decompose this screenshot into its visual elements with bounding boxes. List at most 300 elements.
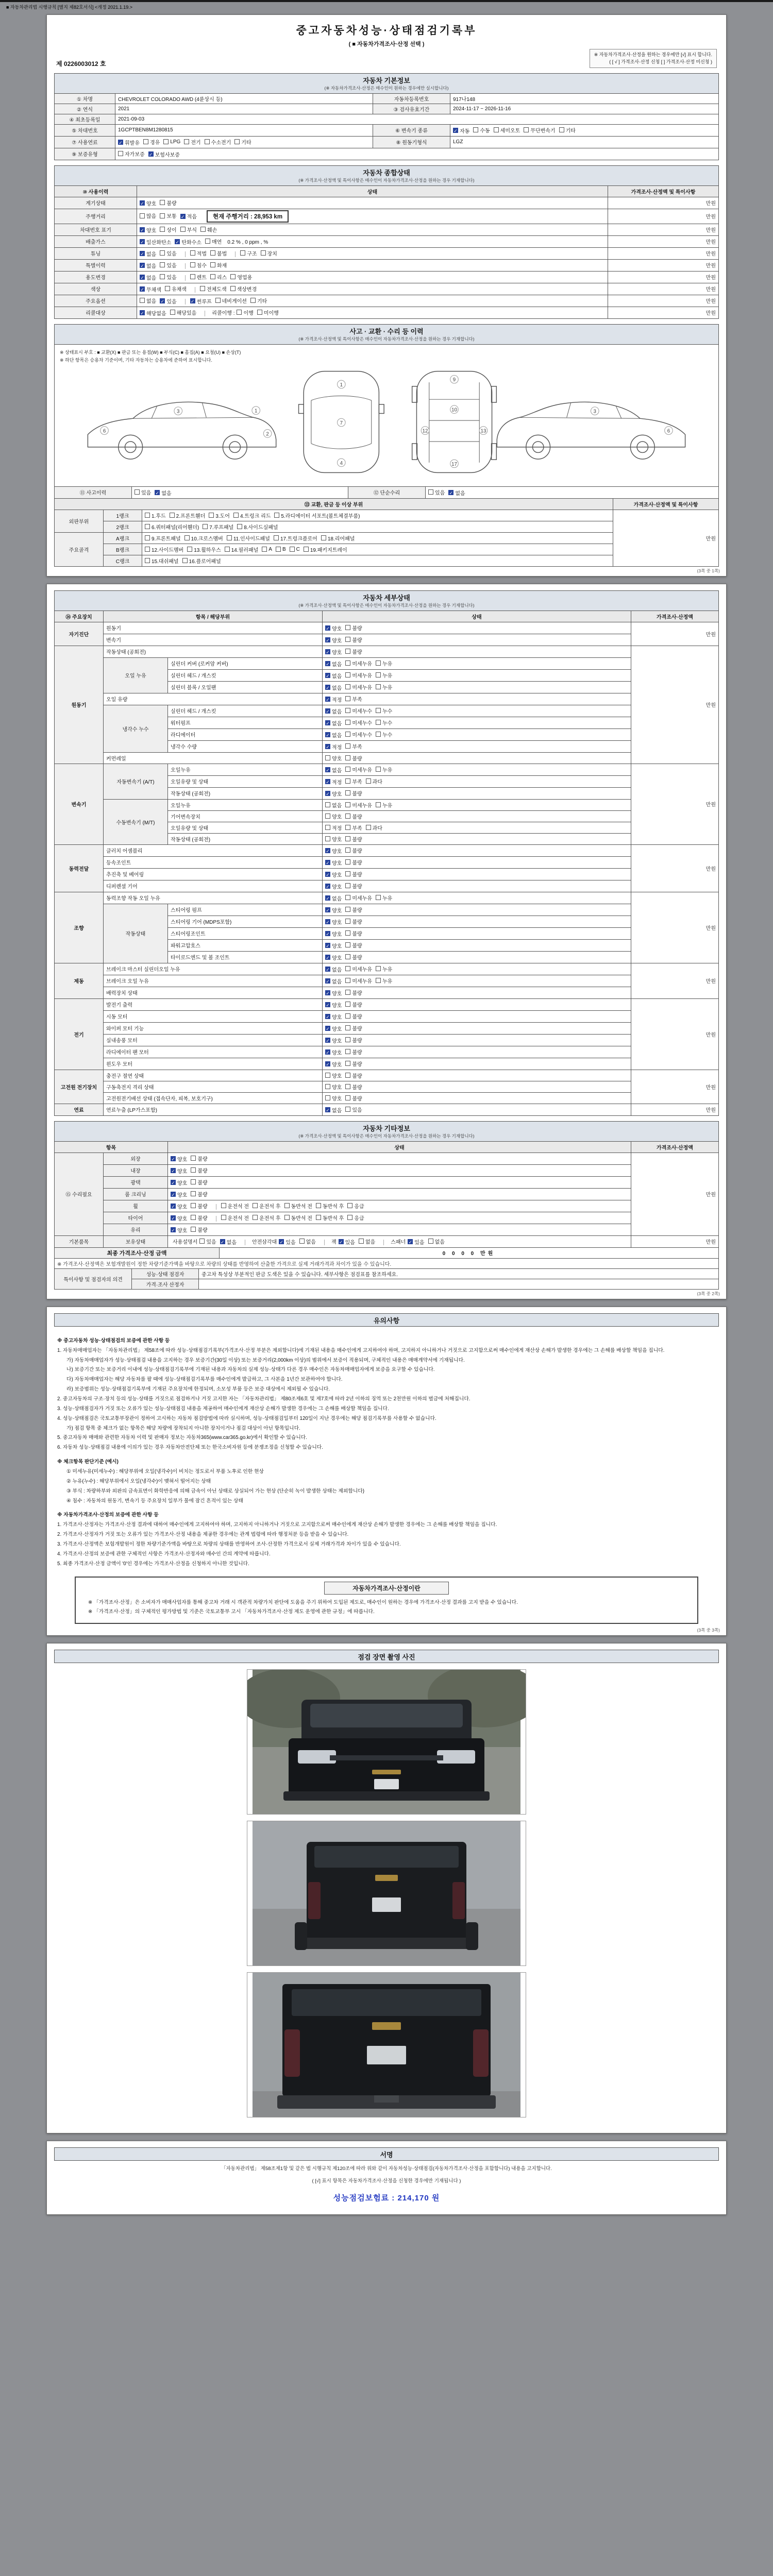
checkbox-18.리어패널[interactable] xyxy=(321,534,355,542)
checkbox-침수[interactable] xyxy=(190,261,207,269)
checkbox-적정[interactable] xyxy=(325,824,342,832)
checkbox-불량[interactable] xyxy=(345,835,362,843)
checkbox-있음[interactable] xyxy=(160,297,176,305)
car-name-label: ① 차명 xyxy=(55,93,115,104)
checkbox-B[interactable] xyxy=(276,547,286,552)
checkbox-동반석 후[interactable] xyxy=(316,1214,344,1222)
checkbox-label: 탄화수소 xyxy=(181,240,201,246)
checkbox-운전석 전[interactable] xyxy=(221,1214,249,1222)
checkbox-LPG[interactable] xyxy=(163,139,180,145)
checkbox-box xyxy=(145,524,150,529)
checkbox-box xyxy=(345,649,350,654)
checkbox-적음[interactable] xyxy=(180,212,197,220)
checkbox-구조[interactable] xyxy=(240,249,257,257)
checkbox-양호[interactable] xyxy=(325,1072,342,1079)
checkbox-양호[interactable] xyxy=(325,1025,342,1032)
checkbox-box xyxy=(345,825,350,830)
checkbox-있음[interactable] xyxy=(160,261,176,269)
checkbox-많음[interactable] xyxy=(140,212,156,219)
checkbox-불량[interactable] xyxy=(345,636,362,643)
diagram-legend-2: ※ 하단 항목은 승용차 기준이며, 기타 자동차는 승용차에 준하여 표시합니다. xyxy=(60,357,212,363)
checkbox-해당없음[interactable] xyxy=(140,309,166,317)
checkbox-미세누유[interactable] xyxy=(345,683,372,691)
checkbox-label: 상이 xyxy=(166,227,177,233)
checkbox-box xyxy=(143,139,148,144)
inspection-insurance-fee xyxy=(54,2192,719,2203)
checkbox-일산화탄소[interactable] xyxy=(140,238,171,246)
checkbox-양호[interactable] xyxy=(325,812,342,820)
checkbox-양호[interactable] xyxy=(171,1226,187,1234)
checkbox-해당있음[interactable] xyxy=(170,309,197,316)
checkbox-누유[interactable] xyxy=(376,671,392,679)
checkbox-box xyxy=(345,954,350,959)
simple-repair-options xyxy=(426,486,719,498)
reg-no-label: 자동차등록번호 xyxy=(373,93,450,104)
checkbox-불량[interactable] xyxy=(345,953,362,961)
checkbox-양호[interactable] xyxy=(171,1214,187,1222)
checkbox-탄화수소[interactable] xyxy=(175,238,201,246)
checkbox-불량[interactable] xyxy=(345,906,362,913)
section-sign xyxy=(54,2147,719,2161)
checkbox-미세누유[interactable] xyxy=(345,671,372,679)
checkbox-양호[interactable] xyxy=(325,906,342,914)
etc-row xyxy=(55,1188,719,1200)
checkbox-무단변속기[interactable] xyxy=(524,126,555,134)
checkbox-동반석 전[interactable] xyxy=(284,1214,312,1222)
checkbox-label: 양호 xyxy=(332,955,342,961)
checkbox-C[interactable] xyxy=(290,547,300,552)
checkbox-box xyxy=(191,1191,196,1196)
etc-col-price: 가격조사·산정액 xyxy=(631,1141,719,1153)
checkbox-box xyxy=(376,708,381,713)
checkbox-기타[interactable] xyxy=(234,138,251,146)
state-cell xyxy=(323,822,631,833)
checkbox-없음[interactable] xyxy=(140,297,156,304)
checkbox-있음[interactable] xyxy=(408,1238,424,1246)
checkbox-label: 이행 xyxy=(243,310,254,316)
checkbox-label: 불량 xyxy=(352,1038,362,1044)
checkbox-누수[interactable] xyxy=(376,719,392,726)
checkbox-없음[interactable] xyxy=(140,250,156,258)
checkbox-양호[interactable] xyxy=(325,1083,342,1091)
checkbox-없음[interactable] xyxy=(155,489,171,497)
checkbox-있음[interactable] xyxy=(135,488,151,496)
checkbox-양호[interactable] xyxy=(325,859,342,867)
checkbox-label: 적정 xyxy=(332,779,342,786)
checkbox-미세누수[interactable] xyxy=(345,731,372,738)
state-cell xyxy=(323,705,631,717)
car-diagram xyxy=(60,364,713,481)
checkbox-4.트렁크 리드[interactable] xyxy=(233,512,271,519)
checkbox-적정[interactable] xyxy=(325,743,342,751)
checkbox-양호[interactable] xyxy=(140,226,156,234)
checkbox-불량[interactable] xyxy=(191,1178,207,1186)
checkbox-A[interactable] xyxy=(262,547,272,552)
checkbox-box: ✓ xyxy=(140,275,144,281)
transmission-label: ⑥ 변속기 종류 xyxy=(373,124,450,136)
checkbox-없음[interactable] xyxy=(325,801,342,809)
checkbox-10.크로스멤버[interactable] xyxy=(184,534,223,542)
checkbox-6.쿼터패널(리어휀더)[interactable] xyxy=(145,523,199,531)
checkbox-미세누수[interactable] xyxy=(345,707,372,715)
checkbox-미세누유[interactable] xyxy=(345,977,372,985)
checkbox-불량[interactable] xyxy=(345,1072,362,1079)
checkbox-양호[interactable] xyxy=(171,1179,187,1187)
checkbox-양호[interactable] xyxy=(325,624,342,632)
checkbox-자동[interactable] xyxy=(453,127,469,134)
checkbox-label: 과다 xyxy=(372,825,382,832)
checkbox-불량[interactable] xyxy=(345,882,362,890)
checkbox-불량[interactable] xyxy=(345,1001,362,1008)
checkbox-불량[interactable] xyxy=(345,929,362,937)
checkbox-양호[interactable] xyxy=(325,847,342,855)
detail-col-device: ⑭ 주요장치 xyxy=(55,611,104,622)
checkbox-양호[interactable] xyxy=(325,883,342,890)
checkbox-렌트[interactable] xyxy=(190,273,207,281)
checkbox-box xyxy=(140,213,145,218)
checkbox-17.트렁크플로어[interactable] xyxy=(274,534,317,542)
section-detail-title: 자동차 세부상태 xyxy=(363,594,410,602)
checkbox-기타[interactable] xyxy=(559,126,576,134)
checkbox-없음[interactable] xyxy=(325,719,342,727)
checkbox-미세누유[interactable] xyxy=(345,965,372,973)
checkbox-box xyxy=(160,250,165,256)
checkbox-label: 부족 xyxy=(352,697,362,703)
checkbox-자가보증[interactable] xyxy=(118,150,145,158)
checkbox-양호[interactable] xyxy=(325,930,342,938)
checkbox-누유[interactable] xyxy=(376,659,392,667)
checkbox-14.필러패널[interactable] xyxy=(225,546,259,553)
checkbox-미세누유[interactable] xyxy=(345,659,372,667)
checkbox-label: 불량 xyxy=(197,1156,208,1162)
detail-row xyxy=(55,622,719,634)
checkbox-5.라디에이터 서포트(볼트체결부품)[interactable] xyxy=(274,512,360,519)
checkbox-불량[interactable] xyxy=(345,1060,362,1067)
overall-state-table xyxy=(54,185,719,319)
checkbox-있음[interactable] xyxy=(199,1238,216,1245)
checkbox-수소전기[interactable] xyxy=(205,138,231,146)
checkbox-11.인사이드패널[interactable] xyxy=(227,534,270,542)
checkbox-양호[interactable] xyxy=(140,199,156,207)
checkbox-불량[interactable] xyxy=(191,1214,207,1222)
car-diagram-area xyxy=(54,345,719,487)
checkbox-미세누유[interactable] xyxy=(345,894,372,902)
checkbox-label: 적음 xyxy=(187,214,197,221)
checkbox-기타[interactable] xyxy=(250,297,267,304)
state-text: 사용설명서 xyxy=(173,1240,198,1246)
checkbox-누유[interactable] xyxy=(376,965,392,973)
checkbox-box xyxy=(345,871,350,876)
checkbox-양호[interactable] xyxy=(325,1001,342,1009)
checkbox-없음[interactable] xyxy=(140,274,156,281)
checkbox-없음[interactable] xyxy=(325,1106,342,1114)
checkbox-15.대쉬패널[interactable] xyxy=(145,557,179,565)
checkbox-없음[interactable] xyxy=(359,1238,375,1245)
checkbox-적법[interactable] xyxy=(190,249,207,257)
state-cell xyxy=(323,728,631,740)
checkbox-label: 적법 xyxy=(196,251,207,257)
document-page-4 xyxy=(46,1643,727,2133)
checkbox-불량[interactable] xyxy=(345,1024,362,1032)
checkbox-1.후드[interactable] xyxy=(145,512,166,519)
checkbox-부식[interactable] xyxy=(180,226,197,233)
checkbox-9.프론트패널[interactable] xyxy=(145,534,181,542)
checkbox-불량[interactable] xyxy=(345,846,362,854)
checkbox-label: 누수 xyxy=(382,708,393,715)
checkbox-부족[interactable] xyxy=(345,777,362,785)
checkbox-운전석 후[interactable] xyxy=(253,1214,280,1222)
checkbox-2.프론트휀더[interactable] xyxy=(170,512,206,519)
checkbox-불량[interactable] xyxy=(345,754,362,762)
checkbox-불량[interactable] xyxy=(345,941,362,949)
checkbox-없음[interactable] xyxy=(325,977,342,985)
checkbox-양호[interactable] xyxy=(171,1202,187,1210)
opinion-table xyxy=(54,1268,719,1290)
checkbox-없음[interactable] xyxy=(325,660,342,668)
checkbox-부족[interactable] xyxy=(345,742,362,750)
checkbox-전체도색[interactable] xyxy=(200,285,227,293)
checkbox-없음[interactable] xyxy=(428,1238,445,1245)
checkbox-양호[interactable] xyxy=(171,1191,187,1198)
checkbox-box xyxy=(274,513,279,518)
checkbox-label: 13.휠하우스 xyxy=(194,547,221,553)
item-label: 실린더 블록 / 오일팬 xyxy=(168,681,323,693)
checkbox-적정[interactable] xyxy=(325,778,342,786)
checkbox-없음[interactable] xyxy=(299,1238,316,1245)
checkbox-label: 15.대쉬패널 xyxy=(152,558,179,565)
checkbox-불량[interactable] xyxy=(345,1048,362,1056)
checkbox-양호[interactable] xyxy=(325,648,342,656)
checkbox-없음[interactable] xyxy=(325,707,342,715)
checkbox-누유[interactable] xyxy=(376,766,392,773)
item-label: 변속기 xyxy=(104,634,323,646)
checkbox-양호[interactable] xyxy=(325,942,342,950)
detail-row xyxy=(55,1034,719,1046)
checkbox-있음[interactable] xyxy=(160,249,176,257)
checkbox-양호[interactable] xyxy=(325,1013,342,1021)
detail-col-state: 상태 xyxy=(323,611,631,622)
checkbox-누수[interactable] xyxy=(376,707,392,715)
checkbox-불량[interactable] xyxy=(345,812,362,820)
checkbox-있음[interactable] xyxy=(339,1238,355,1246)
checkbox-label: 불량 xyxy=(352,1002,362,1008)
checkbox-양호[interactable] xyxy=(325,871,342,878)
checkbox-13.휠하우스[interactable] xyxy=(187,546,221,553)
state-cell xyxy=(323,657,631,669)
checkbox-없음[interactable] xyxy=(140,262,156,269)
checkbox-화재[interactable] xyxy=(210,261,227,269)
checkbox-label: 수동 xyxy=(480,128,490,134)
checkbox-불량[interactable] xyxy=(345,789,362,797)
checkbox-양호[interactable] xyxy=(171,1155,187,1163)
checkbox-보통[interactable] xyxy=(160,212,176,219)
checkbox-훼손[interactable] xyxy=(200,226,217,233)
checkbox-미세누수[interactable] xyxy=(345,719,372,726)
checkbox-응급[interactable] xyxy=(347,1214,364,1222)
rank-items xyxy=(142,555,613,566)
checkbox-있음[interactable] xyxy=(160,273,176,281)
checkbox-운전석 전[interactable] xyxy=(221,1202,249,1210)
rank-items xyxy=(142,532,613,544)
checkbox-box xyxy=(210,262,215,267)
checkbox-label: 있음 xyxy=(414,1240,425,1246)
checkbox-불법[interactable] xyxy=(210,249,227,257)
checkbox-누유[interactable] xyxy=(376,977,392,985)
etc-col-state: 상태 xyxy=(168,1141,631,1153)
checkbox-양호[interactable] xyxy=(325,790,342,798)
checkbox-불량[interactable] xyxy=(345,870,362,878)
checkbox-없음[interactable] xyxy=(220,1238,237,1246)
checkbox-양호[interactable] xyxy=(325,1037,342,1044)
checkbox-box: ✓ xyxy=(326,709,330,715)
basic-row-year xyxy=(55,104,719,114)
checkbox-운전석 후[interactable] xyxy=(253,1202,280,1210)
checkbox-수동[interactable] xyxy=(473,126,490,134)
detail-row xyxy=(55,799,719,810)
checkbox-없음[interactable] xyxy=(448,489,465,497)
checkbox-보험사보증[interactable] xyxy=(148,150,180,158)
checkbox-불량[interactable] xyxy=(345,1012,362,1020)
basic-row-warranty xyxy=(55,148,719,160)
detail-row xyxy=(55,892,719,904)
checkbox-불량[interactable] xyxy=(191,1190,207,1198)
checkbox-과다[interactable] xyxy=(366,824,382,832)
notes-line: 3. 성능·상태점검자가 거짓 또는 오류가 있는 성능·상태점검 내용을 제공하여 매수인에게 재산상 손해가 발생한 경우에는 그 손해를 배상할 책임을 집니다. xyxy=(57,1405,389,1412)
checkbox-양호[interactable] xyxy=(325,1060,342,1068)
checkbox-네비게이션[interactable] xyxy=(215,297,247,304)
item-label: 추진축 및 베어링 xyxy=(104,868,323,880)
section-overall-note: (※ 가격조사·산정액 및 특이사항은 매수인이 자동차가격조사·산정을 원하는 경우 기재합니다) xyxy=(298,177,475,183)
exchange-label: ⑬ 교환, 판금 등 이상 부위 xyxy=(55,498,613,510)
law-note: ■ 자동차관리법 시행규칙 [별지 제82호서식] <개정 2021.1.19.> xyxy=(6,5,132,10)
checkbox-label: 불량 xyxy=(352,943,362,949)
checkbox-양호[interactable] xyxy=(325,1094,342,1102)
checkbox-없음[interactable] xyxy=(325,684,342,691)
checkbox-없음[interactable] xyxy=(325,731,342,739)
checkbox-적정[interactable] xyxy=(325,696,342,703)
checkbox-미세누유[interactable] xyxy=(345,801,372,809)
checkbox-label: 양호 xyxy=(332,908,342,914)
checkbox-세미오토[interactable] xyxy=(494,126,520,134)
checkbox-label: 양호 xyxy=(332,860,342,867)
checkbox-양호[interactable] xyxy=(325,1048,342,1056)
checkbox-이행[interactable] xyxy=(237,309,253,316)
checkbox-label: 응급 xyxy=(354,1215,364,1222)
checkbox-양호[interactable] xyxy=(325,754,342,762)
checkbox-label: 적정 xyxy=(332,744,342,751)
device-label: 제동 xyxy=(55,963,104,998)
checkbox-label: 운전석 후 xyxy=(259,1215,281,1222)
checkbox-불량[interactable] xyxy=(345,624,362,632)
checkbox-있음[interactable] xyxy=(279,1238,295,1246)
checkbox-동반석 후[interactable] xyxy=(316,1202,344,1210)
checkbox-있음[interactable] xyxy=(428,488,445,496)
checkbox-label: 있음 xyxy=(352,1107,362,1113)
checkbox-응급[interactable] xyxy=(347,1202,364,1210)
checkbox-양호[interactable] xyxy=(325,918,342,926)
checkbox-없음[interactable] xyxy=(325,766,342,774)
checkbox-없음[interactable] xyxy=(325,894,342,902)
checkbox-box xyxy=(191,1179,196,1184)
state-cell xyxy=(137,209,608,224)
checkbox-누유[interactable] xyxy=(376,683,392,691)
checkbox-썬루프[interactable] xyxy=(190,297,212,305)
checkbox-불량[interactable] xyxy=(191,1226,207,1233)
checkbox-label: 양호 xyxy=(332,638,342,644)
checkbox-매연[interactable] xyxy=(205,238,222,245)
checkbox-색상변경[interactable] xyxy=(230,285,257,293)
checkbox-3.도어[interactable] xyxy=(209,512,230,519)
checkbox-휘발유[interactable] xyxy=(118,139,140,146)
checkbox-미세누유[interactable] xyxy=(345,766,372,773)
detail-row xyxy=(55,998,719,1010)
checkbox-불량[interactable] xyxy=(345,989,362,996)
checkbox-리스[interactable] xyxy=(210,273,227,281)
checkbox-경유[interactable] xyxy=(143,138,160,146)
checkbox-장치[interactable] xyxy=(261,249,277,257)
checkbox-미이행[interactable] xyxy=(257,309,279,316)
item-label: 실린더 커버 (로커암 커버) xyxy=(168,657,323,669)
checkbox-불량[interactable] xyxy=(345,858,362,866)
checkbox-box xyxy=(325,825,330,830)
checkbox-불량[interactable] xyxy=(345,1036,362,1044)
checkbox-box: ✓ xyxy=(326,650,330,655)
checkbox-불량[interactable] xyxy=(191,1202,207,1210)
checkbox-있음[interactable] xyxy=(345,1106,362,1113)
checkbox-불량[interactable] xyxy=(191,1166,207,1174)
checkbox-불량[interactable] xyxy=(345,1094,362,1102)
checkbox-영업용[interactable] xyxy=(230,273,252,281)
checkbox-label: 양호 xyxy=(332,1014,342,1021)
checkbox-불량[interactable] xyxy=(160,199,176,207)
checkbox-label: 불량 xyxy=(352,1061,362,1067)
checkbox-양호[interactable] xyxy=(325,954,342,961)
checkbox-불량[interactable] xyxy=(345,1083,362,1091)
checkbox-양호[interactable] xyxy=(325,835,342,843)
checkbox-12.사이드멤버[interactable] xyxy=(145,546,183,553)
checkbox-불량[interactable] xyxy=(191,1155,207,1162)
checkbox-누유[interactable] xyxy=(376,801,392,809)
checkbox-label: 보통 xyxy=(166,214,177,220)
checkbox-누유[interactable] xyxy=(376,894,392,902)
checkbox-불량[interactable] xyxy=(345,648,362,655)
checkbox-box: ✓ xyxy=(326,1003,330,1008)
inspection-photo-rear xyxy=(247,1821,526,1966)
checkbox-8.사이드실패널[interactable] xyxy=(237,523,278,531)
checkbox-양호[interactable] xyxy=(325,636,342,644)
checkbox-유채색[interactable] xyxy=(165,285,187,293)
checkbox-16.플로어패널[interactable] xyxy=(182,557,221,565)
checkbox-부족[interactable] xyxy=(345,695,362,703)
checkbox-19.패키지트레이[interactable] xyxy=(304,546,347,553)
divider xyxy=(235,251,236,257)
state-cell xyxy=(137,224,608,235)
checkbox-label: 있음 xyxy=(166,263,177,269)
checkbox-동반석 전[interactable] xyxy=(284,1202,312,1210)
checkbox-부족[interactable] xyxy=(345,824,362,832)
checkbox-전기[interactable] xyxy=(184,138,200,146)
checkbox-무채색[interactable] xyxy=(140,285,161,293)
checkbox-7.루프패널[interactable] xyxy=(203,523,233,531)
checkbox-누수[interactable] xyxy=(376,731,392,738)
checkbox-양호[interactable] xyxy=(171,1167,187,1175)
checkbox-상이[interactable] xyxy=(160,226,176,233)
checkbox-양호[interactable] xyxy=(325,989,342,997)
checkbox-없음[interactable] xyxy=(325,672,342,680)
checkbox-과다[interactable] xyxy=(366,777,382,785)
checkbox-없음[interactable] xyxy=(325,965,342,973)
checkbox-불량[interactable] xyxy=(345,918,362,925)
